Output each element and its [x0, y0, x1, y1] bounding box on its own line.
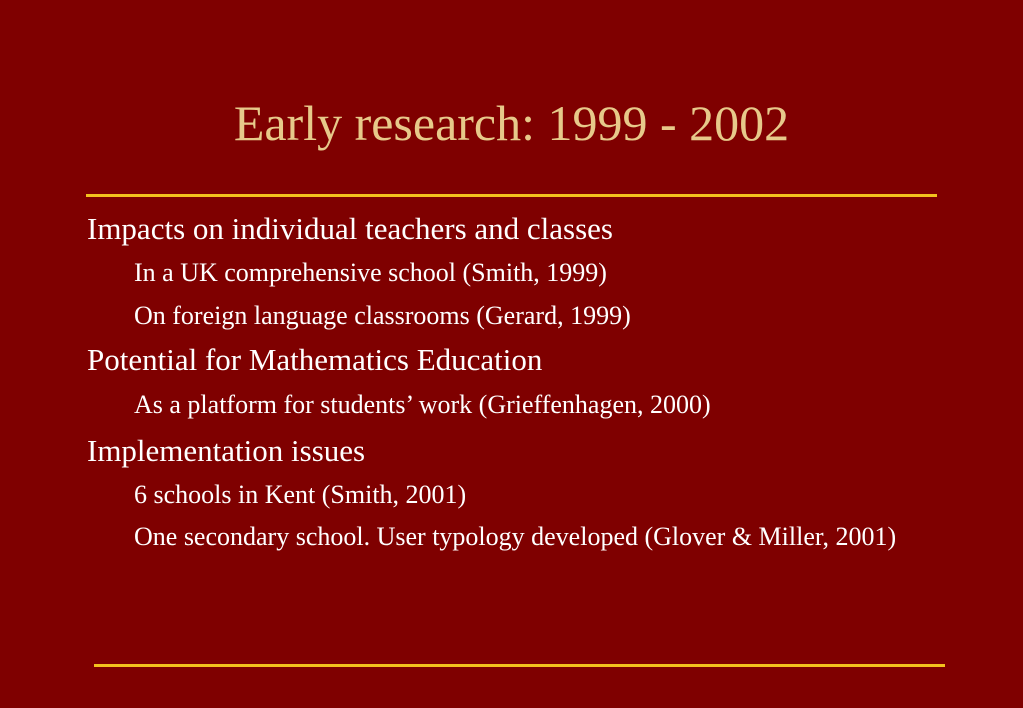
- bullet-level2: 6 schools in Kent (Smith, 2001): [134, 480, 467, 509]
- bottom-divider: [94, 664, 945, 667]
- bullet-level2: As a platform for students’ work (Grieffenhagen, 2000): [134, 390, 711, 419]
- bullet-level1: Potential for Mathematics Education: [87, 342, 543, 377]
- bullet-level2: In a UK comprehensive school (Smith, 1999): [134, 258, 607, 287]
- bullet-level2: On foreign language classrooms (Gerard, 1999): [134, 301, 631, 330]
- bullet-level2: One secondary school. User typology developed (Glover & Miller, 2001): [134, 522, 897, 551]
- bullet-level1: Impacts on individual teachers and classes: [87, 211, 613, 246]
- slide-title: Early research: 1999 - 2002: [233, 95, 790, 151]
- bullet-level1: Implementation issues: [87, 433, 366, 468]
